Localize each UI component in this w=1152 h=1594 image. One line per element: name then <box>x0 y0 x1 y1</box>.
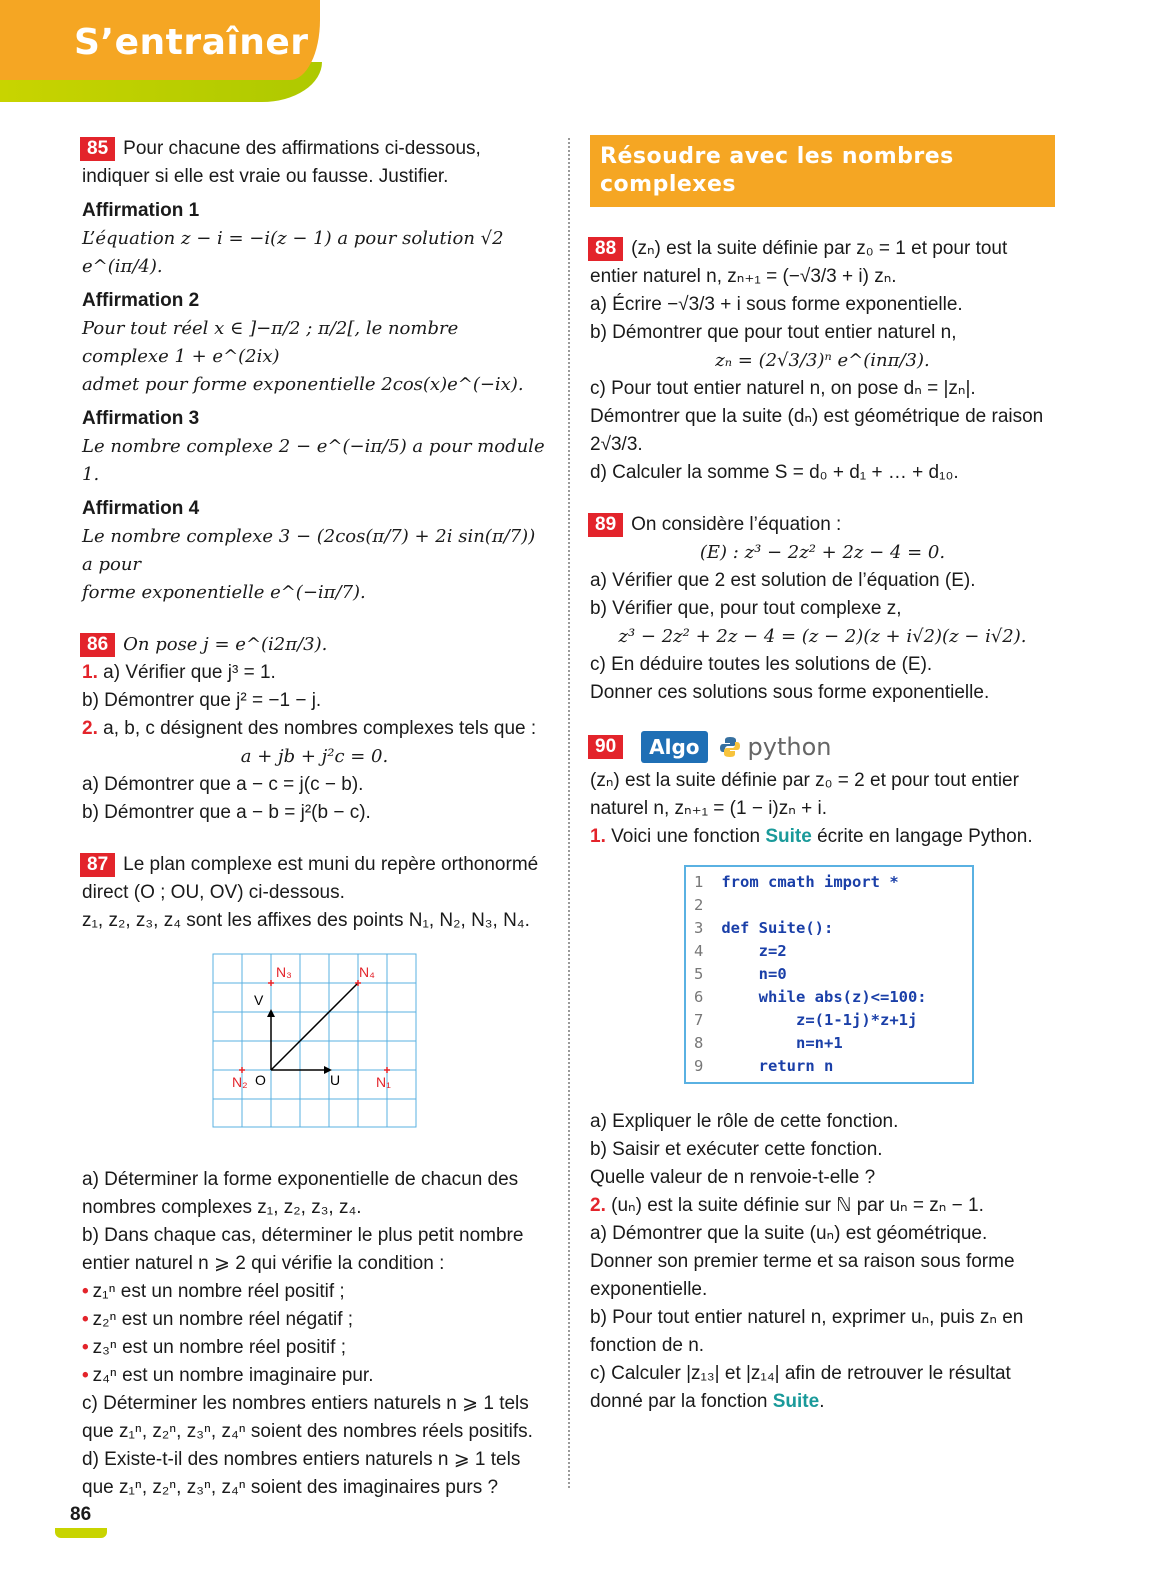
affirmation-text: admet pour forme exponentielle 2cos(x)e^(−ix). <box>82 374 524 395</box>
bullet-item: • z₁ⁿ est un nombre réel positif ; <box>82 1281 345 1302</box>
question: Donner son premier terme et sa raison sous forme exponentielle. <box>590 1251 1015 1300</box>
exercise-number: 89 <box>588 513 623 537</box>
question: d) Calculer la somme S = d₀ + d₁ + … + d₁₀. <box>590 462 959 483</box>
question: b) Démontrer que a − b = j²(b − c). <box>82 802 371 823</box>
equation: a + jb + j²c = 0. <box>240 746 389 767</box>
affirmation-text: forme exponentielle e^(−iπ/7). <box>82 582 366 603</box>
exercise-number: 85 <box>80 137 115 161</box>
question: c) Pour tout entier naturel n, on pose dₙ = |zₙ|. <box>590 378 976 399</box>
affirmation-text: Pour tout réel x ∈ ]−π/2 ; π/2[, le nombre complexe 1 + e^(2ix) <box>82 318 459 367</box>
python-code-block <box>684 865 974 1084</box>
label-n1: N₁ <box>376 1074 391 1090</box>
question: Quelle valeur de n renvoie-t-elle ? <box>590 1167 876 1188</box>
exercise-number: 88 <box>588 237 623 261</box>
complex-plane-svg <box>212 953 418 1129</box>
affirmation-text: Le nombre complexe 2 − e^(−iπ/5) a pour module 1. <box>82 436 545 485</box>
part-label: 1. <box>590 826 606 847</box>
exercise-intro: entier naturel n, zₙ₊₁ = (−√3/3 + i) zₙ. <box>590 266 897 287</box>
exercise-intro: On pose j = e^(i2π/3). <box>123 634 328 655</box>
exercise-intro: direct (O ; OU, OV) ci-dessous. <box>82 882 345 903</box>
affirmation-title: Affirmation 4 <box>82 498 200 519</box>
function-name: Suite <box>765 826 812 847</box>
label-n2: N₂ <box>232 1074 248 1090</box>
question: c) En déduire toutes les solutions de (E). <box>590 654 933 675</box>
question: Démontrer que la suite (dₙ) est géométrique de raison 2√3/3. <box>590 406 1044 455</box>
exercise-intro: (zₙ) est la suite définie par z₀ = 2 et pour tout entier naturel n, zₙ₊₁ = (1 − i)zₙ + i. <box>590 770 1019 819</box>
question: (uₙ) est la suite définie sur ℕ par uₙ = zₙ − 1. <box>611 1195 984 1216</box>
label-u: U <box>330 1072 341 1088</box>
code-line: 7 z=(1-1j)*z+1j <box>694 1011 918 1029</box>
equation: (E) : z³ − 2z² + 2z − 4 = 0. <box>699 542 946 563</box>
exercise-intro: Le plan complexe est muni du repère orthonormé <box>123 854 539 875</box>
question: a) Démontrer que la suite (uₙ) est géométrique. <box>590 1223 988 1244</box>
part-label: 1. <box>82 662 98 683</box>
page-number: 86 <box>70 1504 92 1525</box>
question: c) Calculer |z₁₃| et |z₁₄| afin de retrouver le résultat donné par la fonction <box>590 1363 1011 1412</box>
exercise-85 <box>82 135 547 607</box>
affirmation-title: Affirmation 1 <box>82 200 200 221</box>
code-line: 8 n=n+1 <box>694 1034 843 1052</box>
exercise-number: 86 <box>80 633 115 657</box>
exercise-number: 87 <box>80 853 115 877</box>
code-line: 2 <box>694 896 704 914</box>
code-line: 3 def Suite(): <box>694 919 834 937</box>
exercise-intro: z₁, z₂, z₃, z₄ sont les affixes des points N₁, N₂, N₃, N₄. <box>82 910 530 931</box>
bullet-item: • z₂ⁿ est un nombre réel négatif ; <box>82 1309 354 1330</box>
bullet-item: • z₄ⁿ est un nombre imaginaire pur. <box>82 1365 374 1386</box>
exercise-intro: (zₙ) est la suite définie par z₀ = 1 et pour tout <box>631 238 1008 259</box>
algo-badge: Algo <box>641 731 707 763</box>
label-o: O <box>255 1072 266 1088</box>
part-label: 2. <box>82 718 98 739</box>
question: b) Démontrer que pour tout entier naturel n, <box>590 322 957 343</box>
page-title: S’entraîner <box>74 22 309 63</box>
exercise-number: 90 <box>588 735 623 759</box>
question: a) Démontrer que a − c = j(c − b). <box>82 774 364 795</box>
grid-lines <box>213 954 416 1127</box>
equation: z³ − 2z² + 2z − 4 = (z − 2)(z + i√2)(z − i√2). <box>618 626 1027 647</box>
code-line: 1 from cmath import * <box>694 873 899 891</box>
affirmation-title: Affirmation 2 <box>82 290 200 311</box>
question: a) Déterminer la forme exponentielle de chacun des nombres complexes z₁, z₂, z₃, z₄. <box>82 1169 519 1218</box>
part-label: 2. <box>590 1195 606 1216</box>
affirmation-title: Affirmation 3 <box>82 408 200 429</box>
question: b) Saisir et exécuter cette fonction. <box>590 1139 883 1160</box>
segment-o-n4 <box>271 983 358 1070</box>
code-line: 4 z=2 <box>694 942 787 960</box>
label-n3: N₃ <box>276 964 292 980</box>
exercise-intro: Pour chacune des affirmations ci-dessous, indiquer si elle est vraie ou fausse. Justifier. <box>82 138 481 187</box>
python-icon <box>718 735 742 759</box>
exercise-89 <box>590 511 1055 707</box>
question: a) Vérifier que 2 est solution de l’équation (E). <box>590 570 976 591</box>
complex-plane-figure <box>212 953 547 1138</box>
question: b) Pour tout entier naturel n, exprimer uₙ, puis zₙ en fonction de n. <box>590 1307 1024 1356</box>
page-number-bar <box>55 1528 107 1538</box>
exercise-87 <box>82 851 547 1502</box>
question: d) Existe-t-il des nombres entiers naturels n ⩾ 1 tels que z₁ⁿ, z₂ⁿ, z₃ⁿ, z₄ⁿ soient des imaginaires purs ? <box>82 1449 521 1498</box>
exercise-90: 90 Algo python (zₙ) est la suite définie par z₀ = 2 et pour tout entier naturel n, zₙ₊₁ = (1 − i)zₙ + i. 1. Voici une fonction Suite écrite en langage Python. 1 from cmath import * 2 3 def Suite(): 4 z=2 5 n=0 6 while abs(z)<=100: 7 z=(1-1j)*z+1j 8 n=n+1 9 return n a) Expliquer le rôle de cette fonction. b) Saisir et exécuter cette fonction. Quelle valeur de n renvoie-t-elle ? 2. (uₙ) est la suite définie sur ℕ par uₙ = zₙ − 1. a) Démontrer que la suite (uₙ) est géométrique. Donner son premier terme et sa raison sous forme exponentielle. b) Pour tout entier naturel n, exprimer uₙ, puis zₙ en fonction de n. c) Calculer |z₁₃| et |z₁₄| afin de retrouver le résultat donné par la fonction Suite. <box>590 731 1055 1416</box>
column-divider <box>568 138 571 1488</box>
arrow-v-icon <box>267 1009 275 1017</box>
exercise-86 <box>82 631 547 827</box>
question: Donner ces solutions sous forme exponentielle. <box>590 682 990 703</box>
function-name: Suite <box>772 1391 820 1412</box>
question: b) Démontrer que j² = −1 − j. <box>82 690 322 711</box>
question: b) Vérifier que, pour tout complexe z, <box>590 598 902 619</box>
question: a) Vérifier que j³ = 1. <box>103 662 276 683</box>
code-line: 9 return n <box>694 1057 834 1075</box>
question: b) Dans chaque cas, déterminer le plus petit nombre entier naturel n ⩾ 2 qui vérifie la condition : <box>82 1225 524 1274</box>
label-n4: N₄ <box>359 964 375 980</box>
question: a) Écrire −√3/3 + i sous forme exponentielle. <box>590 294 963 315</box>
question: a) Expliquer le rôle de cette fonction. <box>590 1111 899 1132</box>
bullet-item: • z₃ⁿ est un nombre réel positif ; <box>82 1337 346 1358</box>
label-v: V <box>254 992 264 1008</box>
exercise-88 <box>590 235 1055 487</box>
affirmation-text: L’équation z − i = −i(z − 1) a pour solution √2 e^(iπ/4). <box>82 228 504 277</box>
equation: zₙ = (2√3/3)ⁿ e^(inπ/3). <box>715 350 930 371</box>
affirmation-text: Le nombre complexe 3 − (2cos(π/7) + 2i sin(π/7)) a pour <box>82 526 536 575</box>
question: c) Déterminer les nombres entiers naturels n ⩾ 1 tels que z₁ⁿ, z₂ⁿ, z₃ⁿ, z₄ⁿ soient des nombres réels positifs. <box>82 1393 533 1442</box>
section-title: Résoudre avec les nombres complexes <box>590 135 1055 207</box>
code-line: 6 while abs(z)<=100: <box>694 988 927 1006</box>
code-line: 5 n=0 <box>694 965 787 983</box>
question: a, b, c désignent des nombres complexes tels que : <box>103 718 537 739</box>
right-column <box>590 135 1055 1440</box>
exercise-intro: On considère l’équation : <box>631 514 842 535</box>
left-column <box>82 135 547 1526</box>
python-logo: python <box>718 733 832 761</box>
